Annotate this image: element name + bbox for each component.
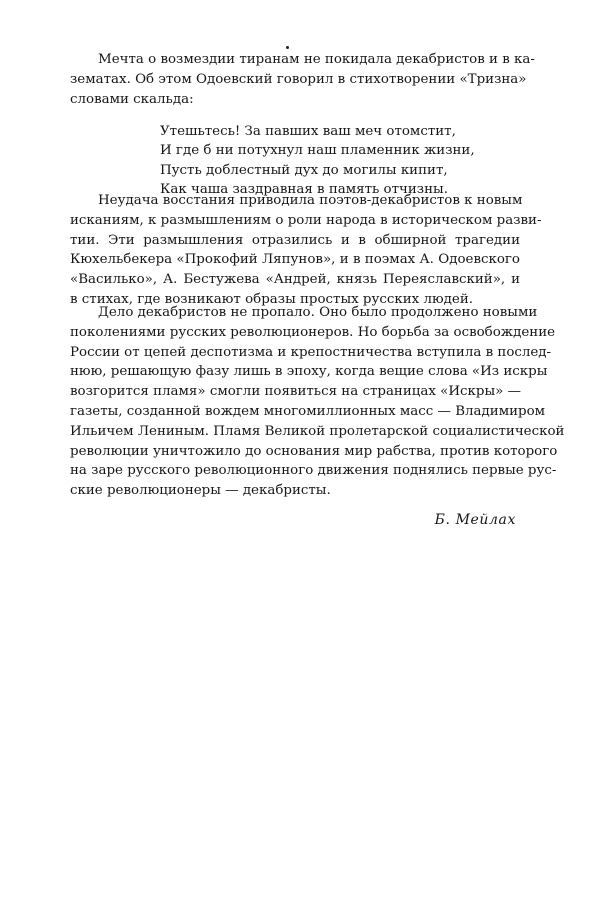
page-mark: [286, 46, 289, 49]
text-line: ские революционеры — декабристы.: [70, 483, 331, 499]
verse-line: Пусть доблестный дух до могилы кипит,: [160, 162, 448, 178]
verse-line: Как чаша заздравная в память отчизны.: [160, 181, 448, 197]
text-line: Неудача восстания приводила поэтов-декабристов к новым: [98, 193, 523, 208]
author-signature: Б. Мейлах: [434, 512, 516, 528]
text-line: «Василько», А. Бестужева «Андрей, князь Переяславский», и: [70, 272, 520, 288]
text-line: нюю, решающую фазу лишь в эпоху, когда вещие слова «Из искры: [70, 364, 548, 380]
text-line: исканиям, к размышлениям о роли народа в историческом разви-: [70, 212, 542, 228]
text-line: зематах. Об этом Одоевский говорил в стихотворении «Тризна»: [70, 71, 527, 87]
text-line: газеты, созданной вождем многомиллионных масс — Владимиром: [70, 403, 546, 419]
text-line: возгорится пламя» смогли появиться на страницах «Искры» —: [70, 384, 521, 400]
paragraph-intro: [70, 50, 535, 109]
text-line: Мечта о возмездии тиранам не покидала декабристов и в ка-: [98, 52, 535, 67]
text-line: словами скальда:: [70, 91, 194, 107]
text-line: поколениями русских революционеров. Но борьба за освобождение: [70, 324, 556, 340]
verse-line: Утешьтесь! За павших ваш меч отомстит,: [160, 124, 456, 139]
text-line: тии. Эти размышления отразились и в обширной трагедии: [70, 232, 520, 248]
text-line: Дело декабристов не пропало. Оно было продолжено новыми: [98, 305, 538, 320]
text-line: в стихах, где возникают образы простых русских людей.: [70, 291, 473, 307]
text-line: России от цепей деспотизма и крепостничества вступила в послед-: [70, 344, 552, 360]
paragraph-failure: [70, 191, 542, 310]
paragraph-legacy: [70, 303, 565, 501]
verse-line: И где б ни потухнул наш пламенник жизни,: [160, 143, 475, 159]
text-line: Ильичем Лениным. Пламя Великой пролетарской социалистической: [70, 423, 565, 439]
text-line: Кюхельбекера «Прокофий Ляпунов», и в поэмах А. Одоевского: [70, 252, 520, 268]
text-line: революции уничтожило до основания мир рабства, против которого: [70, 443, 558, 459]
verse-quote: [160, 122, 475, 199]
text-line: на заре русского революционного движения поднялись первые рус-: [70, 463, 557, 479]
